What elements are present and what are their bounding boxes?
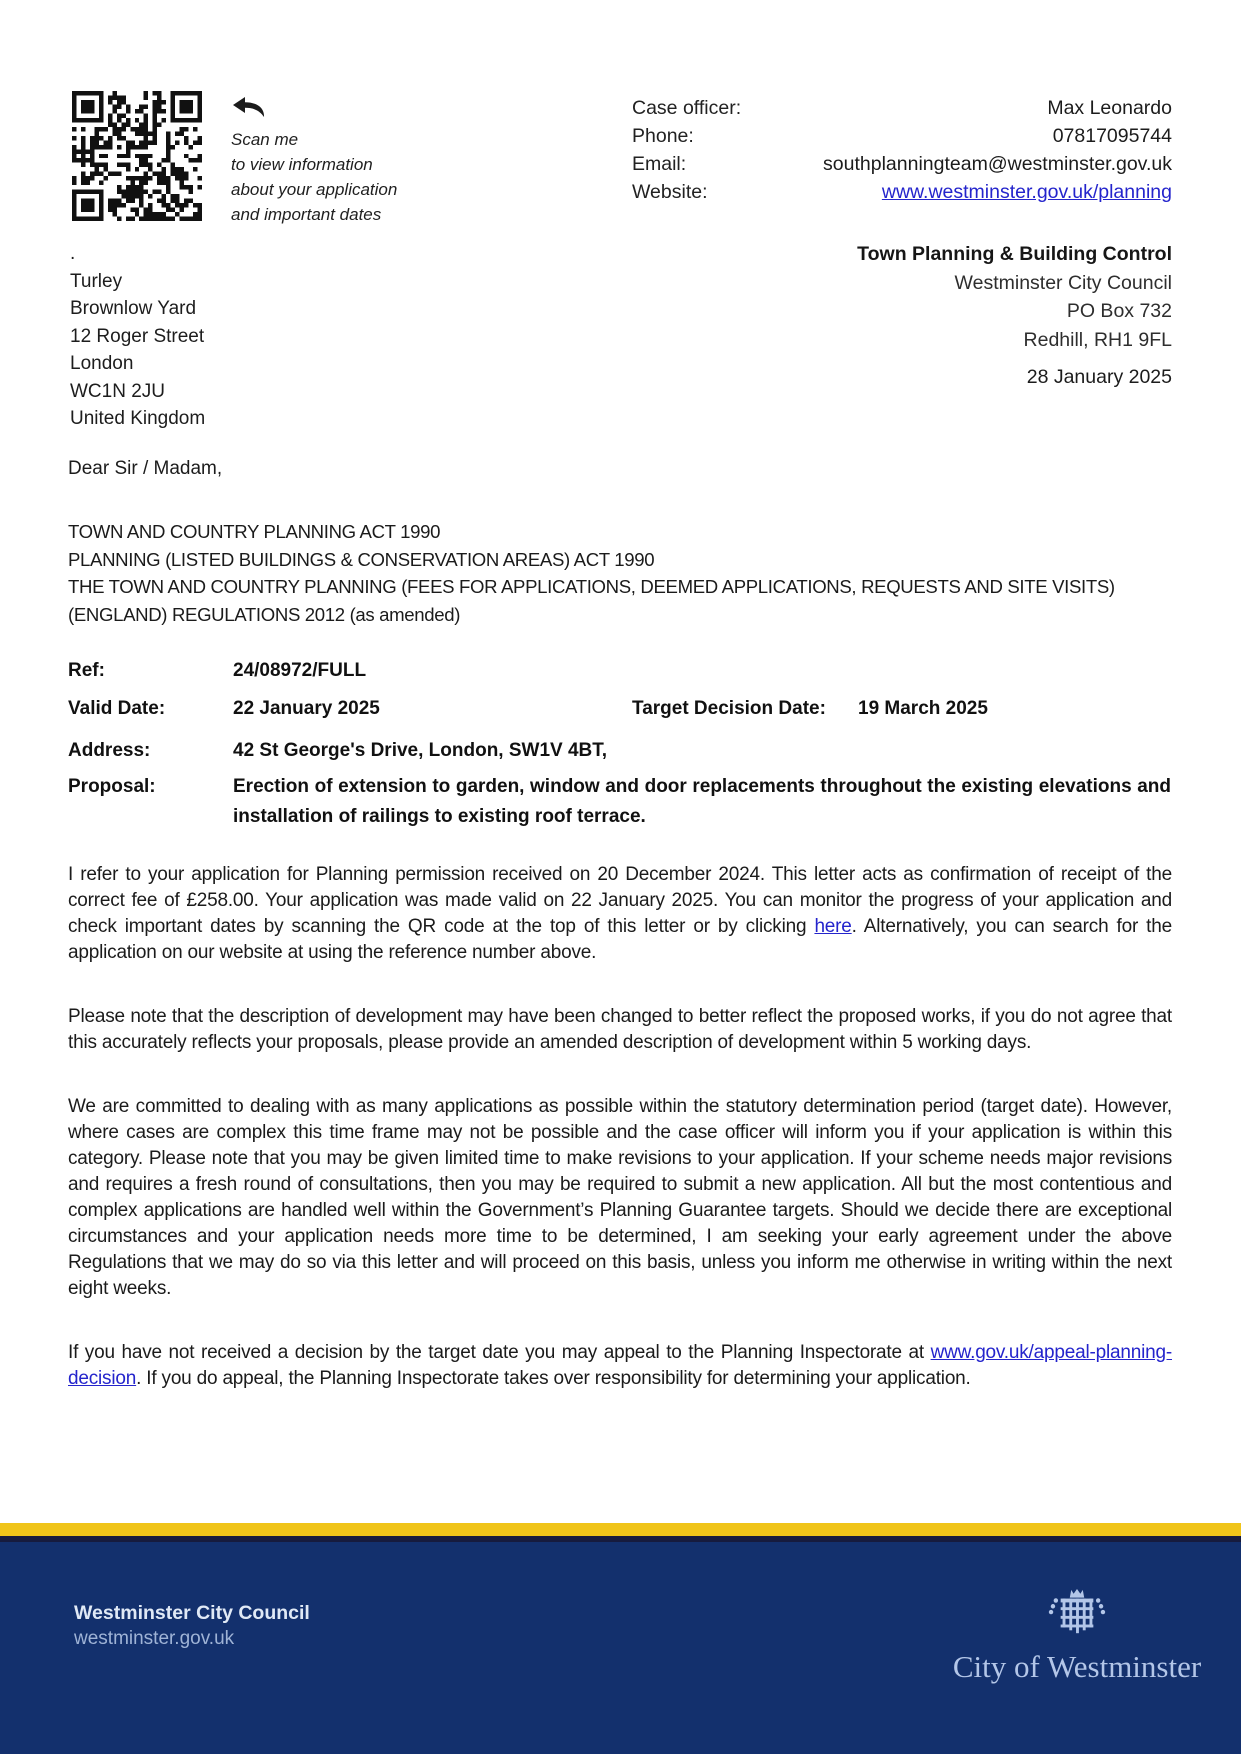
footer-council-name: Westminster City Council	[74, 1602, 310, 1624]
letter-date: 28 January 2025	[1026, 366, 1172, 388]
city-of-westminster-wordmark: City of Westminster	[952, 1649, 1202, 1684]
here-link[interactable]: here	[814, 916, 852, 937]
contact-row-phone	[632, 122, 1172, 150]
council-address-line: Westminster City Council	[954, 271, 1172, 294]
paragraph-text: . If you do appeal, the Planning Inspectorate takes over responsibility for determining your application.	[136, 1368, 971, 1389]
council-address-line: PO Box 732	[1066, 300, 1172, 322]
paragraph-text: . Alternatively, you can search for the application on our website at using the reference number above.	[68, 916, 1172, 963]
act-line: TOWN AND COUNTRY PLANNING ACT 1990	[68, 521, 441, 542]
email-label: Email:	[632, 153, 687, 175]
recipient-line: United Kingdom	[70, 408, 206, 429]
body-paragraph-3: We are committed to dealing with as many applications as possible within the statutory determination period (target date). However, where cases are complex this time frame may not be possible and the case officer will inform you if your application is within this category. Please note that you may be given limited time to make revisions to your application. If your scheme needs major revisions and requires a fresh round of consultations, then you may be required to submit a new application. All but the most contentious and complex applications are handled well within the Government’s Planning Guarantee targets. Should we decide there are exceptional circumstances and your application needs more time to be determined, I am seeking your early agreement under the above Regulations that we may do so via this letter and will proceed on this basis, unless you inform me otherwise in writing within the next eight weeks.	[68, 1096, 1172, 1299]
contact-block	[632, 94, 1172, 206]
contact-row-website	[632, 178, 1172, 206]
footer-yellow-bar	[0, 1523, 1241, 1536]
phone-label: Phone:	[632, 125, 694, 147]
ref-value: 24/08972/FULL	[233, 660, 367, 681]
recipient-line: .	[70, 243, 76, 264]
valid-date-value: 22 January 2025	[233, 698, 380, 719]
proposal-value: Erection of extension to garden, window and door replacements throughout the existing elevations and installation of railings to existing roof terrace.	[233, 776, 1171, 827]
footer-left-block	[74, 1600, 310, 1652]
ref-label: Ref:	[68, 660, 105, 681]
scan-caption-line: about your application	[231, 180, 398, 199]
email-value: southplanningteam@westminster.gov.uk	[823, 153, 1172, 175]
body-paragraph-1	[68, 862, 1172, 966]
website-label: Website:	[632, 181, 708, 203]
qr-code	[70, 91, 204, 221]
acts-block	[68, 518, 1174, 628]
website-link[interactable]: www.westminster.gov.uk/planning	[881, 181, 1172, 203]
address-row	[68, 740, 607, 762]
body-paragraph-2: Please note that the description of development may have been changed to better reflect the proposed works, if you do not agree that this accurately reflects your proposals, please provide an amended description of development within 5 working days.	[68, 1006, 1172, 1053]
salutation: Dear Sir / Madam,	[68, 458, 223, 479]
reply-arrow-icon	[231, 96, 461, 123]
address-value: 42 St George's Drive, London, SW1V 4BT,	[233, 740, 608, 761]
contact-row-case-officer	[632, 94, 1172, 122]
recipient-line: WC1N 2JU	[70, 380, 166, 402]
appeal-planning-decision-link[interactable]: www.gov.uk/appeal-planning-decision	[68, 1342, 1172, 1389]
portcullis-crest-icon	[1046, 1625, 1108, 1642]
scan-caption-line: to view information	[231, 155, 373, 174]
council-address	[632, 240, 1172, 354]
council-department: Town Planning & Building Control	[857, 243, 1172, 265]
recipient-line: Brownlow Yard	[70, 298, 197, 319]
scan-caption-line: and important dates	[231, 205, 382, 224]
case-officer-label: Case officer:	[632, 97, 742, 119]
address-label: Address:	[68, 740, 151, 761]
proposal-label: Proposal:	[68, 776, 156, 797]
paragraph-text: If you have not received a decision by the target date you may appeal to the Planning Inspectorate at	[68, 1342, 931, 1363]
act-line: PLANNING (LISTED BUILDINGS & CONSERVATION AREAS) ACT 1990	[68, 548, 655, 570]
ref-row	[68, 660, 366, 682]
recipient-line: London	[70, 353, 134, 374]
council-address-line: Redhill, RH1 9FL	[1023, 328, 1172, 351]
body-paragraph-4	[68, 1340, 1172, 1392]
valid-date-label: Valid Date:	[68, 698, 166, 719]
case-officer-value: Max Leonardo	[1047, 97, 1172, 119]
letter-body	[68, 862, 1172, 1430]
recipient-line: Turley	[70, 270, 123, 292]
footer-website: westminster.gov.uk	[74, 1628, 235, 1649]
proposal-row	[68, 772, 1171, 832]
target-decision-date-value: 19 March 2025	[858, 698, 988, 719]
contact-row-email	[632, 150, 1172, 178]
recipient-address	[70, 240, 205, 433]
recipient-line: 12 Roger Street	[70, 325, 205, 347]
scan-caption	[231, 96, 461, 227]
target-decision-date-label: Target Decision Date:	[632, 698, 826, 719]
scan-caption-line: Scan me	[231, 130, 299, 149]
paragraph-text: I refer to your application for Planning permission received on 20 December 2024. This letter acts as confirmation of receipt of the correct fee of £258.00. Your application was made valid on 22 January 2025. You can monitor the progress of your application and check important dates by scanning the QR code at the top of this letter or by clicking	[68, 864, 1172, 937]
footer-band	[0, 1542, 1241, 1754]
valid-date-row	[68, 698, 988, 720]
phone-value: 07817095744	[1052, 125, 1172, 147]
city-of-westminster-logo	[952, 1588, 1202, 1685]
act-line: THE TOWN AND COUNTRY PLANNING (FEES FOR APPLICATIONS, DEEMED APPLICATIONS, REQUESTS AND SITE VISITS) (ENGLAND) REGULATIONS 2012 (as amended)	[68, 576, 1115, 625]
footer	[0, 1523, 1241, 1754]
